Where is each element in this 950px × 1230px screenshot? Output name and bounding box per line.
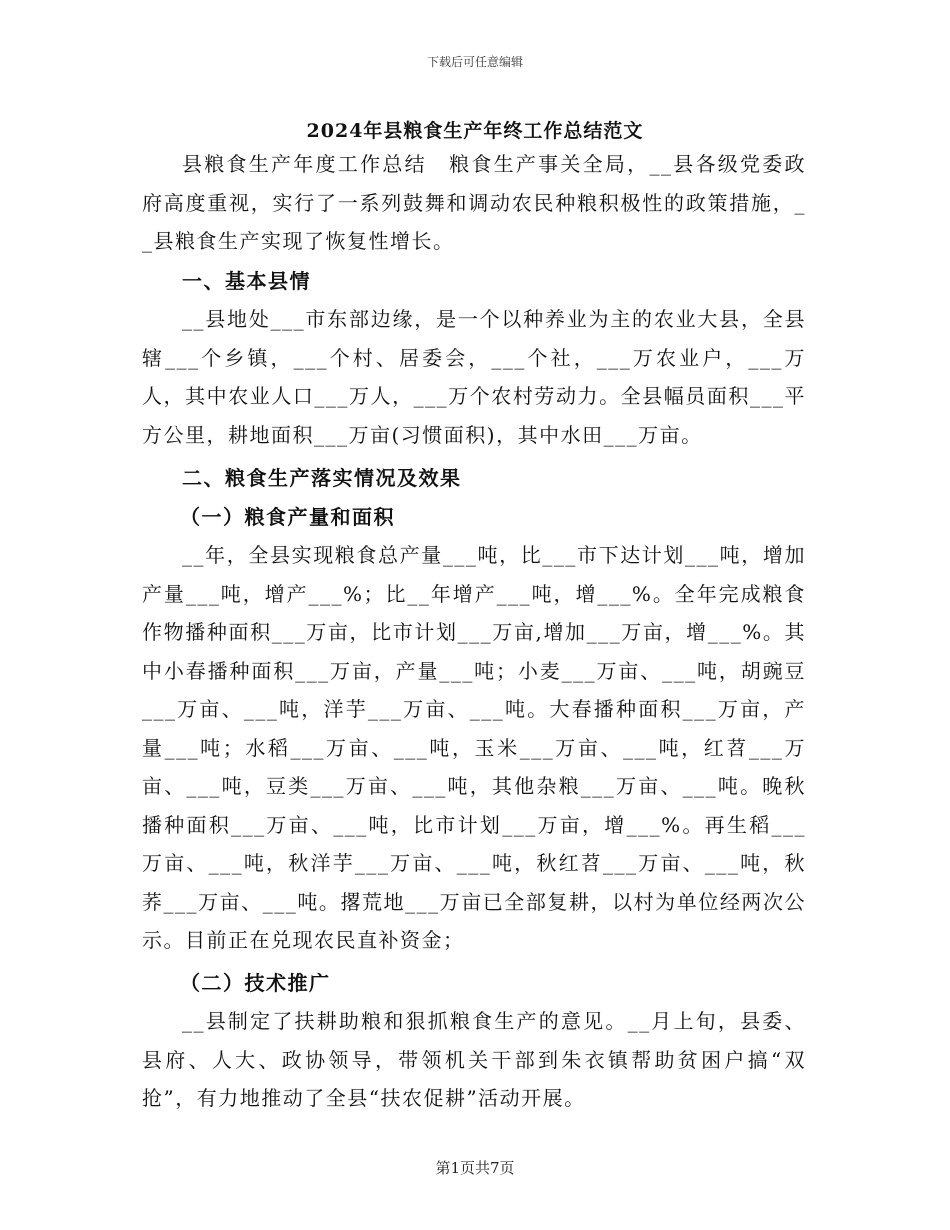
document-title: 2024年县粮食生产年终工作总结范文	[306, 120, 644, 142]
page-number-footer: 第1页共7页	[435, 1159, 515, 1177]
tech-promotion-paragraph: __县制定了扶耕助粮和狠抓粮食生产的意见。__月上旬，县委、县府、人大、政协领导，带领机关干部到朱衣镇帮助贫困户搞“双抢”，有力地推动了全县“扶农促耕”活动开展。	[142, 1009, 806, 1110]
document-body	[142, 145, 806, 1118]
basic-info-paragraph: __县地处___市东部边缘，是一个以种养业为主的农业大县，全县辖___个乡镇，___个村、居委会，___个社，___万农业户，___万人，其中农业人口___万人，___万个农村劳动力。全县幅员面积___平方公里，耕地面积___万亩(习惯面积)，其中水田___万亩。	[142, 307, 806, 447]
intro-paragraph: 县粮食生产年度工作总结 粮食生产事关全局，__县各级党委政府高度重视，实行了一系列鼓舞和调动农民种粮积极性的政策措施，__县粮食生产实现了恢复性增长。	[142, 152, 806, 253]
subsection-heading-yield-area: （一）粮食产量和面积	[180, 504, 395, 529]
yield-area-paragraph: __年，全县实现粮食总产量___吨，比___市下达计划___吨，增加产量___吨，增产___%；比__年增产___吨，增___%。全年完成粮食作物播种面积___万亩，比市计划___万亩,增加___万亩，增___%。其中小春播种面积___万亩，产量___吨；小麦___万亩、___吨，胡豌豆___万亩、___吨，洋芋___万亩、___吨。大春播种面积___万亩，产量___吨；水稻___万亩、___吨，玉米___万亩、___吨，红苕___万亩、___吨，豆类___万亩、___吨，其他杂粮___万亩、___吨。晚秋播种面积___万亩、___吨，比市计划___万亩，增___%。再生稻___万亩、___吨，秋洋芋___万亩、___吨，秋红苕___万亩、___吨，秋荞___万亩、___吨。撂荒地___万亩已全部复耕，以村为单位经两次公示。目前正在兑现农民直补资金；	[142, 543, 806, 952]
section-heading-grain-production: 二、粮食生产落实情况及效果	[182, 466, 462, 490]
subsection-heading-tech-promotion: （二）技术推广	[180, 970, 331, 995]
section-heading-basic-info: 一、基本县情	[182, 268, 311, 293]
page-header-note: 下载后可任意编辑	[426, 55, 523, 69]
